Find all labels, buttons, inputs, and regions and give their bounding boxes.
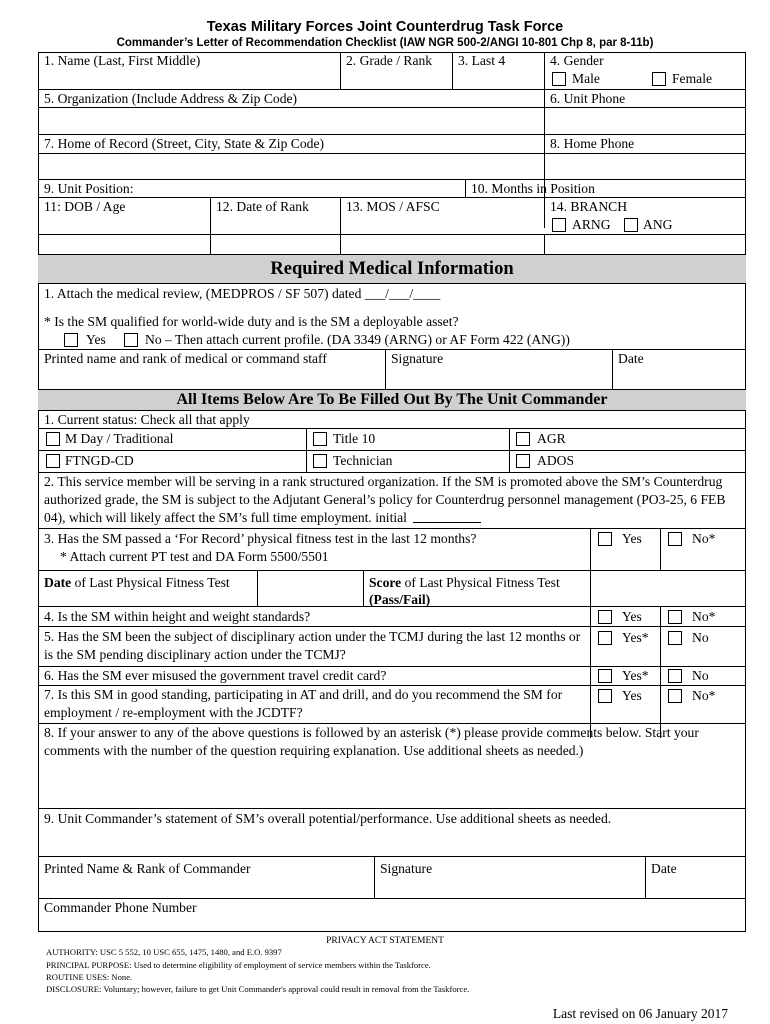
status-ftngd-checkbox[interactable] (46, 454, 60, 468)
travel-card-question: 6. Has the SM ever misused the government travel credit card? (44, 668, 387, 683)
dob-age-label: 11: DOB / Age (44, 199, 126, 214)
medical-staff-name-label: Printed name and rank of medical or command staff (44, 351, 327, 366)
status-ftngd-label: FTNGD-CD (65, 453, 134, 468)
q6-yes-label: Yes* (622, 668, 649, 683)
pt-test-question: 3. Has the SM passed a ‘For Record’ physical fitness test in the last 12 months? (44, 531, 477, 546)
commander-phone-label: Commander Phone Number (44, 900, 197, 915)
status-title10-label: Title 10 (333, 431, 376, 446)
q3-no-checkbox[interactable] (668, 532, 682, 546)
home-record-label: 7. Home of Record (Street, City, State & Zip Code) (44, 136, 324, 151)
deployable-no-checkbox[interactable] (124, 333, 138, 347)
q4-yes-label: Yes (622, 609, 642, 624)
gender-label: 4. Gender (550, 53, 604, 68)
last-revised-date: Last revised on 06 January 2017 (552, 1006, 728, 1021)
q6-yes-checkbox[interactable] (598, 669, 612, 683)
unit-position-label: 9. Unit Position: (44, 181, 134, 196)
initial-line[interactable] (413, 510, 481, 523)
commander-date-label: Date (651, 861, 677, 876)
deployable-yes-label: Yes (86, 332, 106, 347)
commander-section-heading: All Items Below Are To Be Filled Out By The Unit Commander (38, 389, 746, 411)
q3-yes-label: Yes (622, 531, 642, 546)
q7-no-checkbox[interactable] (668, 689, 682, 703)
q5-no-label: No (692, 630, 709, 645)
medical-date-label: Date (618, 351, 644, 366)
pt-date-label: Date of Last Physical Fitness Test (44, 575, 230, 590)
disciplinary-question: 5. Has the SM been the subject of disciplinary action under the TCMJ during the last 12 months or is the SM pending disciplinary action under the TCMJ? (44, 629, 581, 662)
form-title: Texas Military Forces Joint Counterdrug Task Force (206, 19, 564, 35)
privacy-act-heading: PRIVACY ACT STATEMENT (326, 936, 444, 946)
worldwide-duty-question: * Is the SM qualified for world-wide duty and is the SM a deployable asset? (44, 314, 459, 329)
date-of-rank-label: 12. Date of Rank (216, 199, 309, 214)
commander-statement-area[interactable] (39, 830, 745, 855)
status-mday-checkbox[interactable] (46, 432, 60, 446)
q4-yes-checkbox[interactable] (598, 610, 612, 624)
status-agr-checkbox[interactable] (516, 432, 530, 446)
status-ados-checkbox[interactable] (516, 454, 530, 468)
q3-no-label: No* (692, 531, 716, 546)
last4-label: 3. Last 4 (458, 53, 506, 68)
branch-arng-label: ARNG (572, 217, 611, 232)
status-ados-label: ADOS (537, 453, 575, 468)
q6-no-label: No (692, 668, 709, 683)
months-position-label: 10. Months in Position (471, 181, 595, 196)
q3-yes-checkbox[interactable] (598, 532, 612, 546)
status-mday-label: M Day / Traditional (65, 431, 174, 446)
status-technician-label: Technician (333, 453, 393, 468)
branch-label: 14. BRANCH (550, 199, 628, 214)
name-label: 1. Name (Last, First Middle) (44, 53, 201, 68)
asterisk-comments-instructions: 8. If your answer to any of the above questions is followed by an asterisk (*) please provide comments below. Start your comments with the number of the question requiring explanation. Use additional sheets as needed.) (44, 725, 699, 758)
commander-signature-label: Signature (380, 861, 433, 876)
gender-female-checkbox[interactable] (652, 72, 666, 86)
q5-yes-label: Yes* (622, 630, 649, 645)
branch-ang-label: ANG (643, 217, 673, 232)
q7-yes-label: Yes (622, 688, 642, 703)
pt-score-label: Score of Last Physical Fitness Test (Pass/Fail) (369, 575, 560, 607)
q7-no-label: No* (692, 688, 716, 703)
q5-no-checkbox[interactable] (668, 631, 682, 645)
q4-no-label: No* (692, 609, 716, 624)
mos-afsc-label: 13. MOS / AFSC (346, 199, 440, 214)
commander-statement-label: 9. Unit Commander’s statement of SM’s overall potential/performance. Use additional sheets as needed. (44, 811, 612, 826)
current-status-label: 1. Current status: Check all that apply (44, 412, 250, 427)
medical-review-item: 1. Attach the medical review, (MEDPROS / SF 507) dated ___/___/____ (44, 286, 441, 301)
height-weight-question: 4. Is the SM within height and weight standards? (44, 609, 311, 624)
status-title10-checkbox[interactable] (313, 432, 327, 446)
comments-area[interactable] (39, 762, 745, 807)
home-phone-label: 8. Home Phone (550, 136, 635, 151)
authority-text: AUTHORITY: USC 5 552, 10 USC 655, 1475, 1480, and E.O. 9397 (46, 947, 282, 957)
pt-test-attach-note: * Attach current PT test and DA Form 5500/5501 (60, 549, 329, 564)
q5-yes-checkbox[interactable] (598, 631, 612, 645)
commander-name-label: Printed Name & Rank of Commander (44, 861, 251, 876)
branch-ang-checkbox[interactable] (624, 218, 638, 232)
grade-rank-label: 2. Grade / Rank (346, 53, 433, 68)
gender-male-label: Male (572, 71, 600, 86)
q7-yes-checkbox[interactable] (598, 689, 612, 703)
medical-signature-label: Signature (391, 351, 444, 366)
good-standing-question: 7. Is this SM in good standing, participating in AT and drill, and do you recommend the SM for employment / re-employment with the JCDTF? (44, 687, 563, 720)
medical-section-heading: Required Medical Information (38, 254, 746, 284)
deployable-no-label: No – Then attach current profile. (DA 3349 (ARNG) or AF Form 422 (ANG)) (145, 332, 570, 347)
unit-phone-label: 6. Unit Phone (550, 91, 626, 106)
organization-label: 5. Organization (Include Address & Zip Code) (44, 91, 298, 106)
status-technician-checkbox[interactable] (313, 454, 327, 468)
promotion-policy-text: 2. This service member will be serving in a rank structured organization. If the SM is promoted above the SM’s Counterdrug authorized grade, the SM is subject to the Adjutant General’s policy for Counterdrug personnel management (PO3-25, 6 FEB 04), which will likely affect the SM’s full time employment. initial (44, 474, 726, 525)
disclosure-text: DISCLOSURE: Voluntary; however, failure to get Unit Commander's approval could result in removal from the Taskforce. (46, 984, 470, 994)
routine-uses-text: ROUTINE USES: None. (46, 972, 133, 982)
branch-arng-checkbox[interactable] (552, 218, 566, 232)
deployable-yes-checkbox[interactable] (64, 333, 78, 347)
principal-purpose-text: PRINCIPAL PURPOSE: Used to determine eligibility of employment of service members within the Taskforce. (46, 960, 431, 970)
q4-no-checkbox[interactable] (668, 610, 682, 624)
gender-female-label: Female (672, 71, 713, 86)
status-agr-label: AGR (537, 431, 566, 446)
q6-no-checkbox[interactable] (668, 669, 682, 683)
form-subtitle: Commander’s Letter of Recommendation Checklist (IAW NGR 500-2/ANGI 10-801 Chp 8, par 8-11b) (116, 37, 654, 49)
gender-male-checkbox[interactable] (552, 72, 566, 86)
